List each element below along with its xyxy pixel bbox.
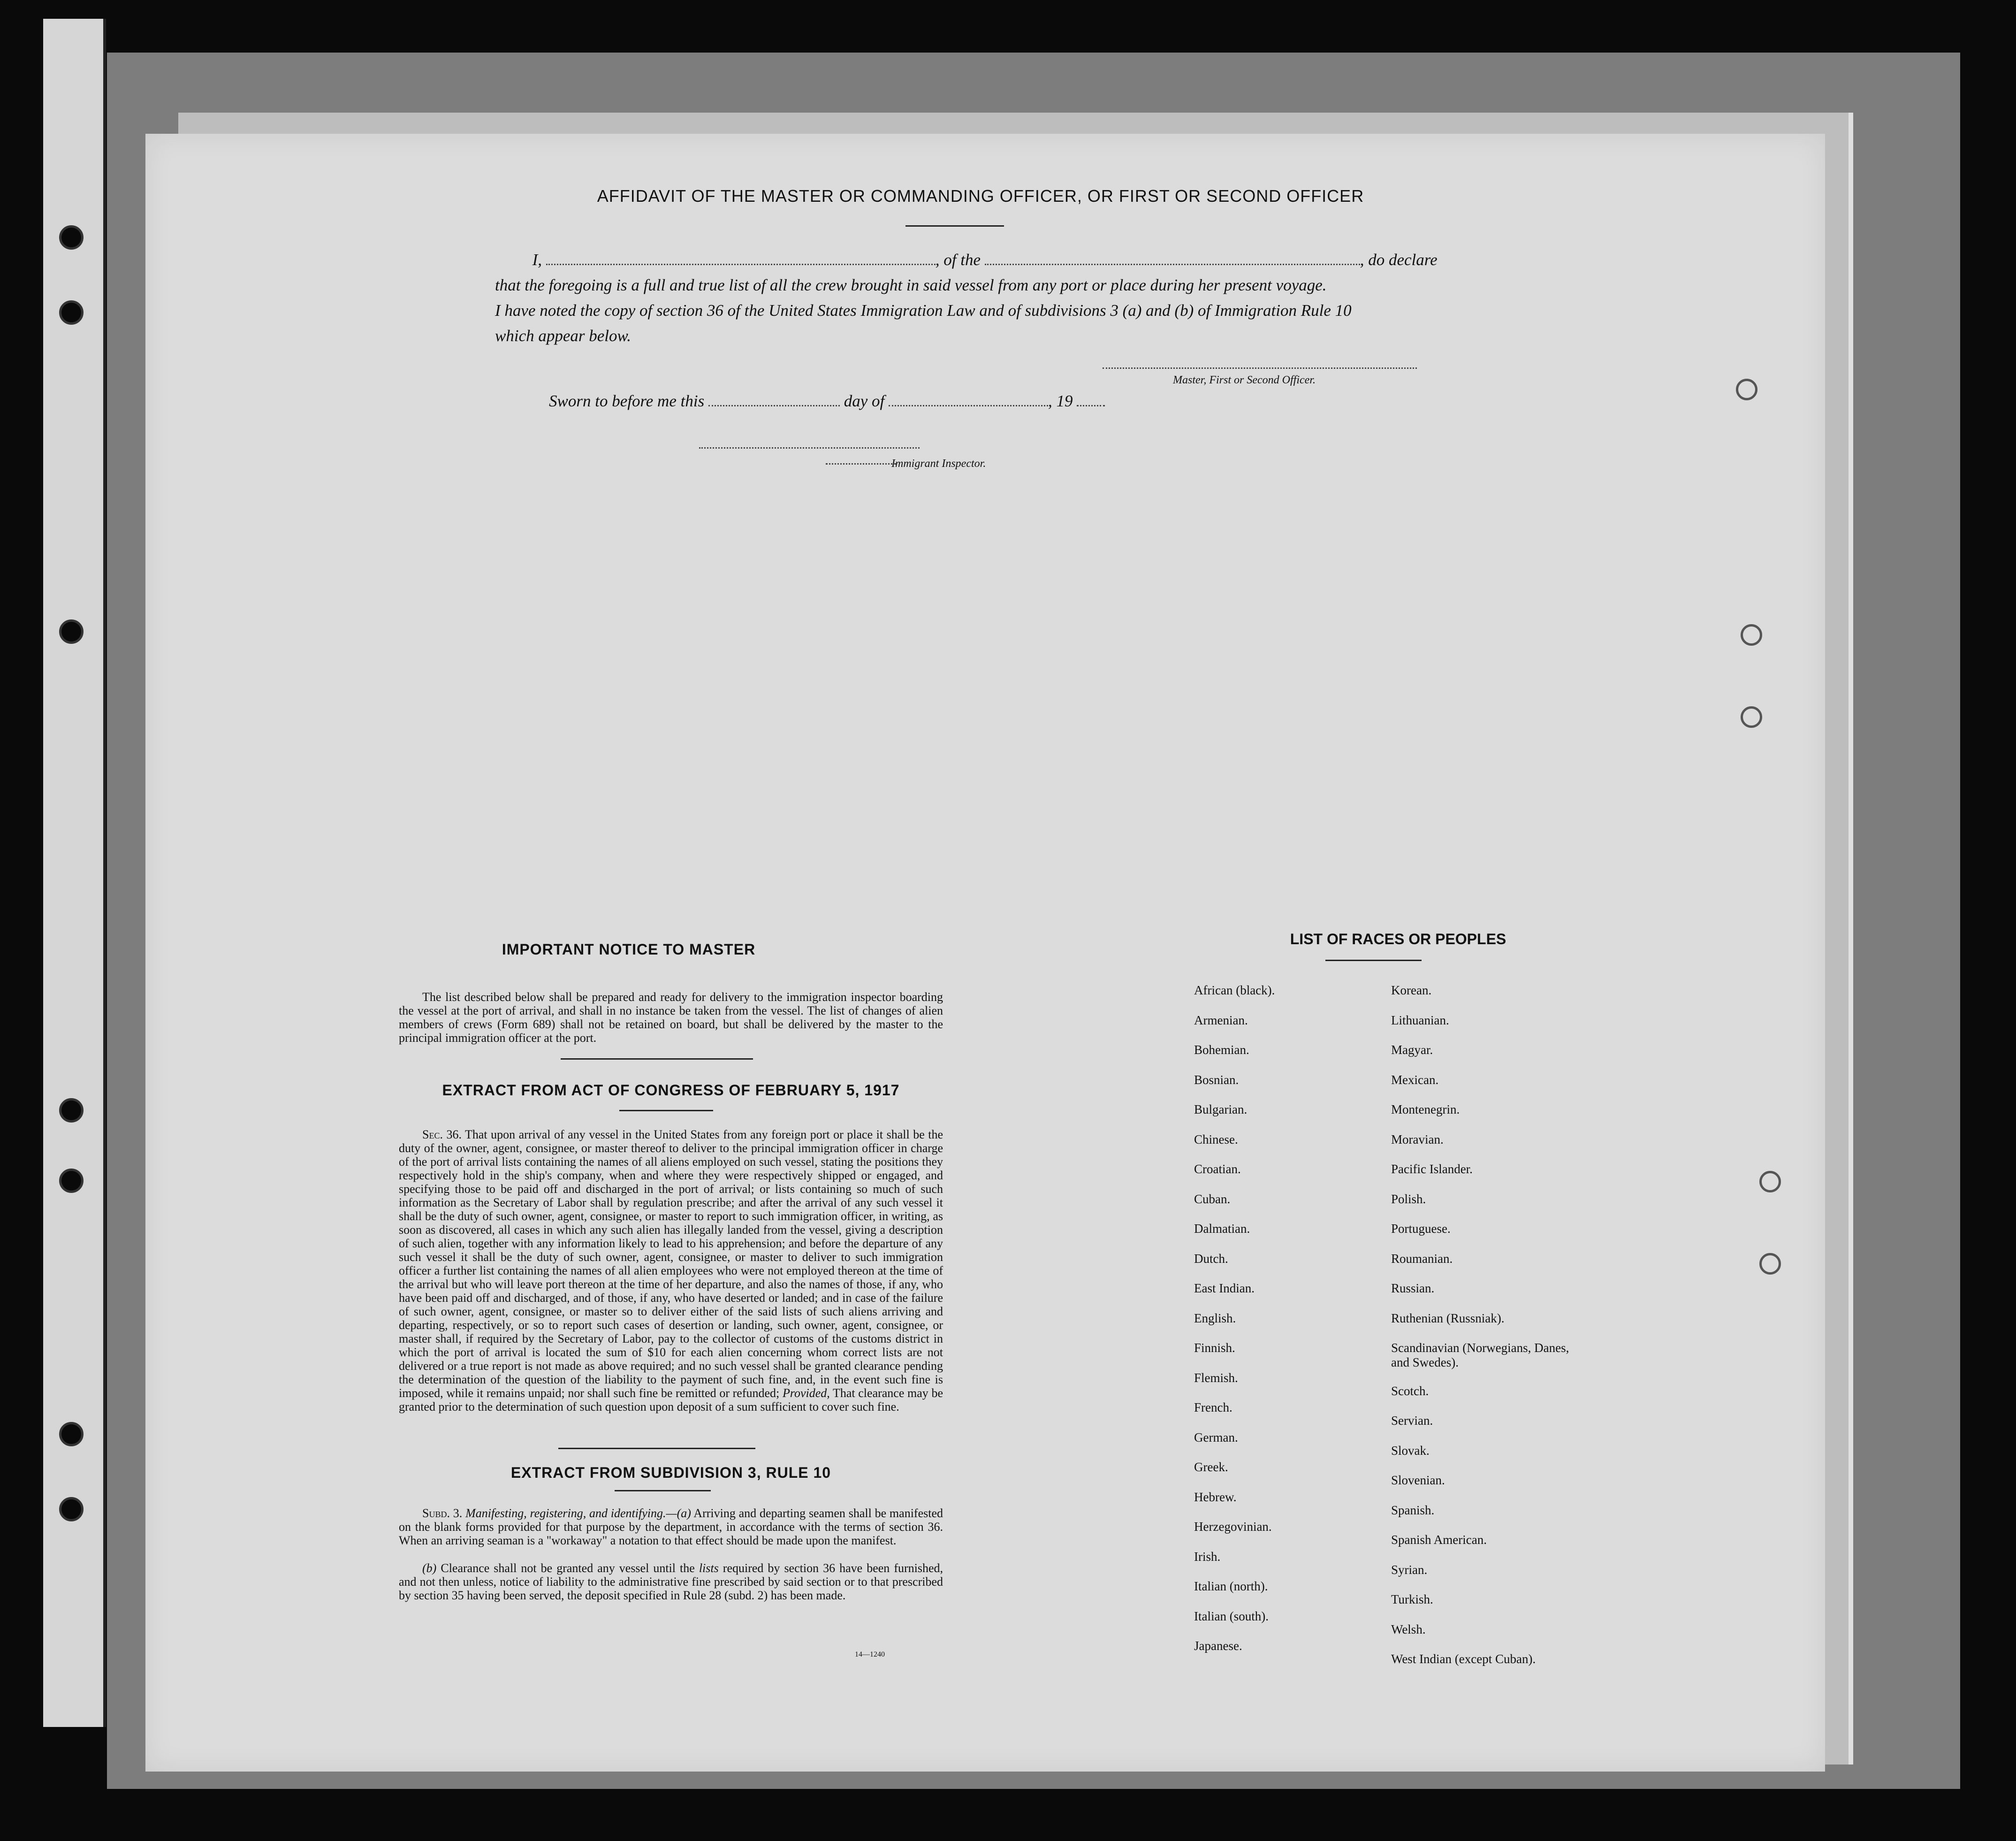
- vessel-blank[interactable]: [985, 264, 1360, 265]
- race-item: Flemish.: [1194, 1370, 1238, 1385]
- race-item: French.: [1194, 1400, 1232, 1414]
- extract-rule-para-a: [399, 1506, 943, 1547]
- race-item: Irish.: [1194, 1549, 1221, 1564]
- day-blank[interactable]: [708, 405, 840, 406]
- races-title: LIST OF RACES OR PEOPLES: [1290, 931, 1506, 947]
- affidavit-title: AFFIDAVIT OF THE MASTER OR COMMANDING OFFICER, OR FIRST OR SECOND OFFICER: [597, 186, 1364, 206]
- race-item: Scotch.: [1391, 1383, 1429, 1398]
- extract-rule-para-b: [399, 1561, 943, 1602]
- binder-hole: [59, 1098, 84, 1123]
- affidavit-text: [495, 247, 1565, 349]
- affidavit-line-2: that the foregoing is a full and true list of all the crew brought in said vessel from any port or place during her present voyage.: [495, 276, 1327, 294]
- race-item: Italian (north).: [1194, 1579, 1268, 1593]
- affidavit-line-4: which appear below.: [495, 327, 631, 345]
- race-item: Turkish.: [1391, 1592, 1433, 1606]
- race-item: Scandinavian (Norwegians, Danes, and Swedes).: [1391, 1341, 1569, 1369]
- race-item: Hebrew.: [1194, 1490, 1237, 1504]
- race-item: Pacific Islander.: [1391, 1162, 1473, 1176]
- race-item: Bulgarian.: [1194, 1102, 1248, 1116]
- extract-rule-rule: [615, 1490, 711, 1491]
- race-item: Portuguese.: [1391, 1222, 1451, 1236]
- do-declare-label: , do declare: [1360, 251, 1438, 269]
- race-item: Spanish American.: [1391, 1533, 1487, 1547]
- subd-label: Subd. 3.: [422, 1506, 463, 1520]
- title-rule: [905, 225, 1004, 227]
- binder-hole: [59, 300, 84, 325]
- year-prefix: , 19: [1048, 392, 1073, 410]
- i-prefix: I,: [532, 251, 542, 269]
- race-item: Slovenian.: [1391, 1473, 1445, 1487]
- binder-hole: [59, 225, 84, 250]
- sec-label: Sec. 36.: [422, 1128, 462, 1141]
- race-item: Japanese.: [1194, 1639, 1242, 1653]
- para-b-lists: lists: [699, 1561, 719, 1575]
- para-b-label: (b): [422, 1561, 437, 1575]
- race-item: German.: [1194, 1430, 1238, 1444]
- race-item: Armenian.: [1194, 1013, 1248, 1027]
- sworn-prefix: Sworn to before me this: [549, 392, 705, 410]
- year-blank[interactable]: [1077, 405, 1105, 406]
- inspector-line-short: [826, 463, 896, 465]
- subd-heading: Manifesting, registering, and identifying.—(a): [465, 1506, 691, 1520]
- para-b-rest: required by section 36 have been furnished, and not then unless, notice of liability to the administrative fine prescribed by said section or to that prescribed by section 35 having been served, the deposit specified in Rule 28 (subd. 2) has been made.: [399, 1561, 943, 1602]
- race-item: Welsh.: [1391, 1622, 1426, 1636]
- provided-label: Provided,: [782, 1386, 830, 1400]
- race-item: Spanish.: [1391, 1503, 1435, 1517]
- binder-hole: [59, 1169, 84, 1193]
- race-item: African (black).: [1194, 983, 1275, 997]
- month-blank[interactable]: [889, 405, 1048, 406]
- notice-rule: [561, 1058, 753, 1060]
- form-number: 14—1240: [855, 1650, 885, 1658]
- race-item: English.: [1194, 1311, 1236, 1325]
- race-item: Servian.: [1391, 1413, 1433, 1428]
- affidavit-line-1: [495, 247, 1565, 273]
- race-item: Syrian.: [1391, 1562, 1428, 1577]
- extract-rule-title: EXTRACT FROM SUBDIVISION 3, RULE 10: [510, 1464, 831, 1481]
- race-item: Korean.: [1391, 983, 1432, 997]
- race-item: Polish.: [1391, 1192, 1426, 1206]
- punch-hole: [1759, 1171, 1781, 1192]
- race-item: Montenegrin.: [1391, 1102, 1460, 1116]
- extract-rule-divider: [558, 1448, 755, 1449]
- inspector-line[interactable]: [699, 447, 920, 449]
- provided-text: That clearance may be granted prior to the determination of such question upon deposit of a sum sufficient to cover such fine.: [399, 1386, 943, 1413]
- race-item: Bohemian.: [1194, 1043, 1249, 1057]
- race-item: Moravian.: [1391, 1132, 1444, 1146]
- of-the-label: , of the: [935, 251, 981, 269]
- sec-text: That upon arrival of any vessel in the United States from any foreign port or place it shall be the duty of the owner, agent, consignee, or master thereof to deliver to the principal immigration officer in charge of the port of arrival lists containing the names of all aliens employed on such vessel, stating the positions they respectively hold in the ship's company, when and where they were respectively shipped or engaged, and specifying those to be paid off and discharged in the port of arrival; or lists containing so much of such information as the Secretary of Labor shall by regulation prescribe; and after the arrival of any such vessel it shall be the duty of such owner, agent, consignee, or master to report to such immigration officer, in writing, as soon as discovered, all cases in which any such alien has illegally landed from the vessel, giving a description of such alien, together with any information likely to lead to his apprehension; and before the departure of any such vessel it shall be the duty of such owner, agent, consignee, or master to deliver to such immigration officer a further list containing the names of all alien employees who were not employed thereon at the time of the arrival but who will leave port thereon at the time of her departure, and also the names of those, if any, who have been paid off and discharged, and of those, if any, who have deserted or landed; and in case of the failure of such owner, agent, consignee, or master so to deliver either of the said lists of such aliens arriving and departing, respectively, or so to report such cases of desertion or landing, such owner, agent, consignee, or master shall, if required by the Secretary of Labor, pay to the collector of customs of the customs district in which the port of arrival is located the sum of $10 for each alien concerning whom correct lists are not delivered or a true report is not made as above required; and no such vessel shall be granted clearance pending the determination of the question of the liability to the payment of such fine, and, in the event such fine is imposed, while it remains unpaid; nor shall such fine be remitted or refunded;: [399, 1128, 943, 1400]
- inspector-caption: Immigrant Inspector.: [891, 458, 986, 470]
- notice-title: IMPORTANT NOTICE TO MASTER: [502, 941, 756, 958]
- race-item: Russian.: [1391, 1281, 1435, 1295]
- races-rule: [1325, 960, 1422, 961]
- name-blank[interactable]: [546, 264, 936, 265]
- punch-hole: [1759, 1253, 1781, 1275]
- affidavit-line-3: I have noted the copy of section 36 of the United States Immigration Law and of subdivisions 3 (a) and (b) of Immigration Rule 10: [495, 301, 1352, 320]
- binder-strip: [43, 19, 106, 1727]
- race-item: Slovak.: [1391, 1443, 1430, 1458]
- binder-hole: [59, 1422, 84, 1446]
- race-item: Lithuanian.: [1391, 1013, 1449, 1027]
- race-item: Greek.: [1194, 1460, 1228, 1474]
- race-item: Bosnian.: [1194, 1072, 1239, 1087]
- race-item: Croatian.: [1194, 1162, 1241, 1176]
- race-item: East Indian.: [1194, 1281, 1255, 1295]
- race-item: Italian (south).: [1194, 1609, 1269, 1623]
- binder-hole: [59, 1497, 84, 1521]
- extract-act-rule: [619, 1110, 713, 1111]
- signature-line[interactable]: [1103, 367, 1417, 369]
- extract-act-title: EXTRACT FROM ACT OF CONGRESS OF FEBRUARY 5, 1917: [442, 1082, 900, 1099]
- race-item: Dalmatian.: [1194, 1222, 1250, 1236]
- punch-hole: [1741, 624, 1762, 646]
- sworn-line: [549, 392, 1105, 411]
- race-item: West Indian (except Cuban).: [1391, 1652, 1536, 1666]
- binder-hole: [59, 619, 84, 644]
- punch-hole: [1736, 379, 1757, 400]
- race-item: Roumanian.: [1391, 1251, 1453, 1266]
- race-item: Ruthenian (Russniak).: [1391, 1311, 1505, 1325]
- race-item: Finnish.: [1194, 1341, 1235, 1355]
- day-of-label: day of: [844, 392, 885, 410]
- race-item: Herzegovinian.: [1194, 1520, 1272, 1534]
- punch-hole: [1741, 706, 1762, 728]
- para-a-text: Arriving and departing seamen shall be manifested on the blank forms provided for that purpose by the department, in accordance with the terms of section 36. When an arriving seaman is a "workaway" a notation to that effect should be made upon the manifest.: [399, 1506, 943, 1547]
- race-item: Mexican.: [1391, 1072, 1439, 1087]
- document-page: [145, 134, 1825, 1772]
- signature-caption: Master, First or Second Officer.: [1173, 374, 1316, 386]
- extract-act-text: [399, 1128, 943, 1413]
- race-item: Magyar.: [1391, 1043, 1433, 1057]
- race-item: Chinese.: [1194, 1132, 1238, 1146]
- notice-text: The list described below shall be prepared and ready for delivery to the immigration inspector boarding the vessel at the port of arrival, and shall in no instance be taken from the vessel. The list of changes of alien members of crews (Form 689) shall not be retained on board, but shall be delivered by the master to the principal immigration officer at the port.: [399, 990, 943, 1045]
- para-b-text: Clearance shall not be granted any vessel until the: [441, 1561, 695, 1575]
- race-item: Dutch.: [1194, 1251, 1228, 1266]
- race-item: Cuban.: [1194, 1192, 1231, 1206]
